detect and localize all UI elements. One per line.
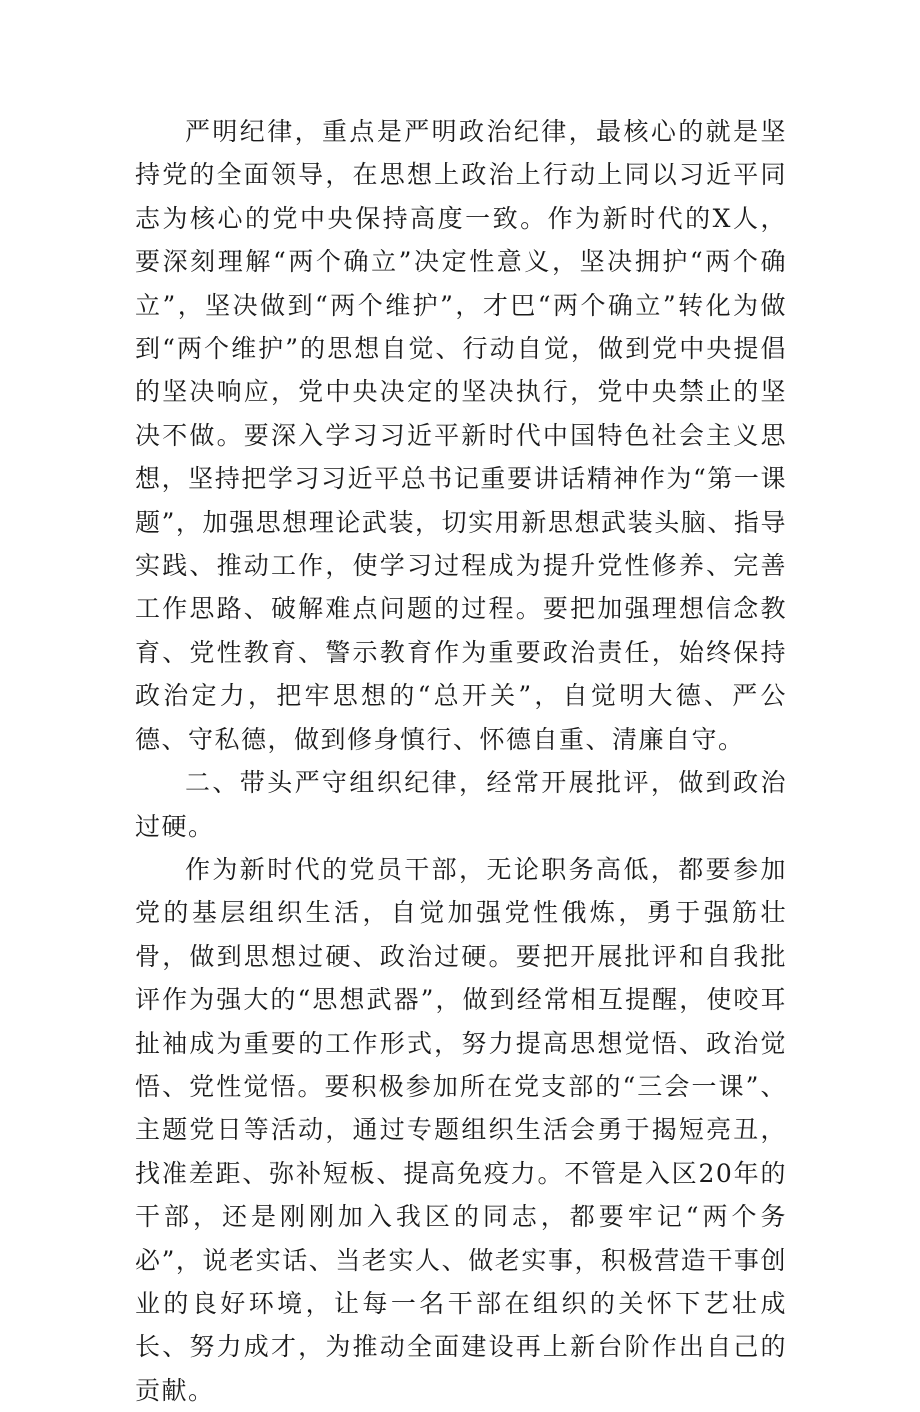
paragraph-organization: 作为新时代的党员干部，无论职务高低，都要参加党的基层组织生活，自觉加强党性俄炼，勇于强筋壮骨，做到思想过硬、政治过硬。要把开展批评和自我批评作为强大的“思想武器”，做到经常相互提醒，使咬耳扯袖成为重要的工作形式，努力提高思想觉悟、政治觉悟、党性觉悟。要积极参加所在党支部的“三会一课”、主题党日等活动，通过专题组织生活会勇于揭短亮丑，找准差距、弥补短板、提高免疫力。不管是入区20年的干部，还是刚刚加入我区的同志，都要牢记“两个务必”，说老实话、当老实人、做老实事，积极营造干事创业的良好环境，让每一名干部在组织的关怀下艺壮成长、努力成才，为推动全面建设再上新台阶作出自己的贡献。: [135, 854, 787, 1405]
paragraph-discipline: 严明纪律，重点是严明政治纪律，最核心的就是坚持党的全面领导，在思想上政治上行动上同以习近平同志为核心的党中央保持高度一致。作为新时代的X人，要深刻理解“两个确立”决定性意义，坚决拥护“两个确立”，坚决做到“两个维护”，才巴“两个确立”转化为做到“两个维护”的思想自觉、行动自觉，做到党中央提倡的坚决响应，党中央决定的坚决执行，党中央禁止的坚决不做。要深入学习习近平新时代中国特色社会主义思想，坚持把学习习近平总书记重要讲话精神作为“第一课题”，加强思想理论武装，切实用新思想武装头脑、指导实践、推动工作，使学习过程成为提升党性修养、完善工作思路、破解难点问题的过程。要把加强理想信念教育、党性教育、警示教育作为重要政治责任，始终保持政治定力，把牢思想的“总开关”，自觉明大德、严公德、守私德，做到修身慎行、怀德自重、清廉自守。: [135, 117, 787, 754]
section-heading: 二、带头严守组织纪律，经常开展批评，做到政治过硬。: [135, 768, 787, 841]
document-body: [135, 110, 787, 1412]
